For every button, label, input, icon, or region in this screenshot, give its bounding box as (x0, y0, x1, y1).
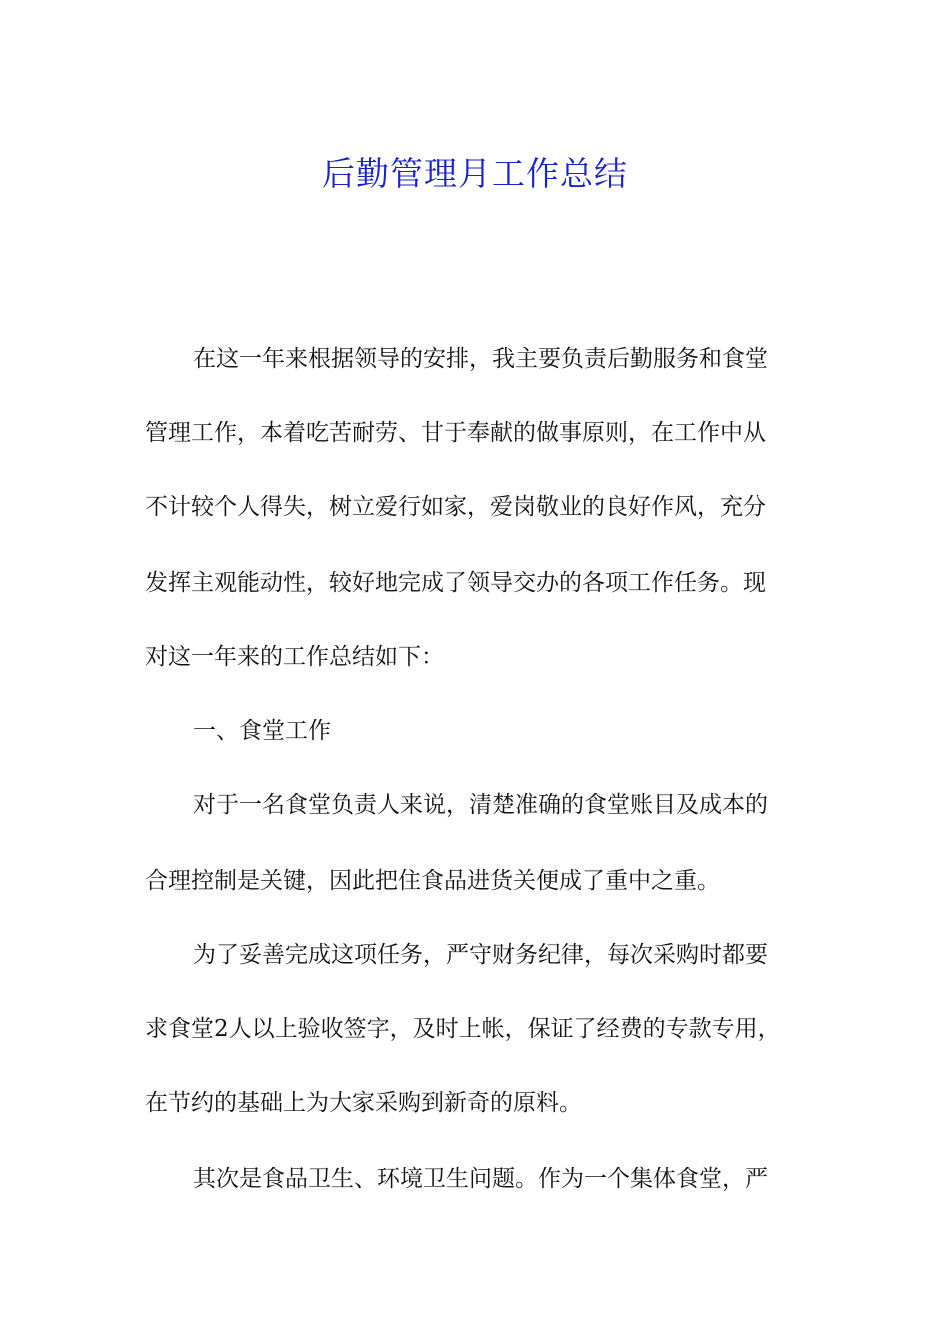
paragraph-1-line-2: 管理工作，本着吃苦耐劳、甘于奉献的做事原则，在工作中从 (145, 420, 766, 446)
paragraph-3-line-1: 为了妥善完成这项任务，严守财务纪律，每次采购时都要 (193, 942, 768, 968)
paragraph-2-line-1: 对于一名食堂负责人来说，清楚准确的食堂账目及成本的 (193, 792, 768, 818)
paragraph-3-line-2: 求食堂2人以上验收签字，及时上帐，保证了经费的专款专用， (145, 1016, 781, 1042)
paragraph-1-line-3: 不计较个人得失，树立爱行如家，爱岗敬业的良好作风，充分 (145, 494, 766, 520)
paragraph-1-line-4: 发挥主观能动性，较好地完成了领导交办的各项工作任务。现 (145, 570, 766, 596)
paragraph-3-line-3: 在节约的基础上为大家采购到新奇的原料。 (145, 1090, 582, 1116)
section-heading-canteen: 一、食堂工作 (193, 718, 331, 744)
paragraph-4-line-1: 其次是食品卫生、环境卫生问题。作为一个集体食堂，严 (193, 1166, 768, 1192)
paragraph-2-line-2: 合理控制是关键，因此把住食品进货关便成了重中之重。 (145, 868, 720, 894)
paragraph-1-line-1: 在这一年来根据领导的安排，我主要负责后勤服务和食堂 (193, 346, 768, 372)
paragraph-1-line-5: 对这一年来的工作总结如下： (145, 644, 444, 670)
document-title: 后勤管理月工作总结 (322, 154, 628, 194)
